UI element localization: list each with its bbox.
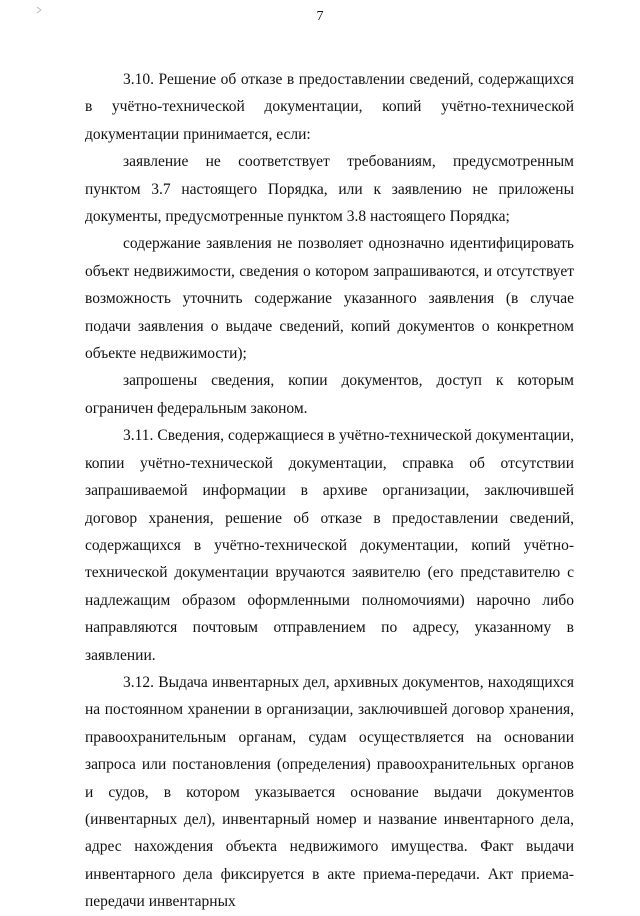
document-body	[85, 66, 574, 916]
page-number: 7	[316, 9, 324, 24]
paragraph-condition-restricted: запрошены сведения, копии документов, доступ к которым ограничен федеральным законом.	[85, 372, 574, 417]
paragraph-3-12: 3.12. Выдача инвентарных дел, архивных документов, находящихся на постоянном хранении в организации, заключившей договор хранения, правоохранительным органам, судам осуществляется на основании запроса или постановления (определения) правоохранительных органов и судов, в котором указывается основание выдачи документов (инвентарных дел), инвентарный номер и название инвентарного дела, адрес нахождения объекта недвижимого имущества. Факт выдачи инвентарного дела фиксируется в акте приема-передачи. Акт приема-передачи инвентарных	[85, 673, 574, 911]
paragraph-3-11: 3.11. Сведения, содержащиеся в учётно-технической документации, копии учётно-технической документации, справка об отсутствии запрашиваемой информации в архиве организации, заключившей договор хранения, решение об отказе в предоставлении сведений, содержащихся в учётно-технической документации, копий учётно-технической документации вручаются заявителю (его представителю с надлежащим образом оформленными полномочиями) нарочно либо направляются почтовым отправлением по адресу, указанному в заявлении.	[85, 427, 574, 664]
paragraph-3-10: 3.10. Решение об отказе в предоставлении сведений, содержащихся в учётно-технической документации, копий учётно-технической документации принимается, если:	[85, 71, 574, 143]
paragraph-condition-identification: содержание заявления не позволяет однозначно идентифицировать объект недвижимости, сведения о котором запрашиваются, и отсутствует возможность уточнить содержание указанного заявления (в случае подачи заявления о выдаче сведений, копий документов о конкретном объекте недвижимости);	[85, 235, 574, 363]
paragraph-condition-requirements: заявление не соответствует требованиям, предусмотренным пунктом 3.7 настоящего Порядка, или к заявлению не приложены документы, предусмотренные пунктом 3.8 настоящего Порядка;	[85, 153, 574, 226]
